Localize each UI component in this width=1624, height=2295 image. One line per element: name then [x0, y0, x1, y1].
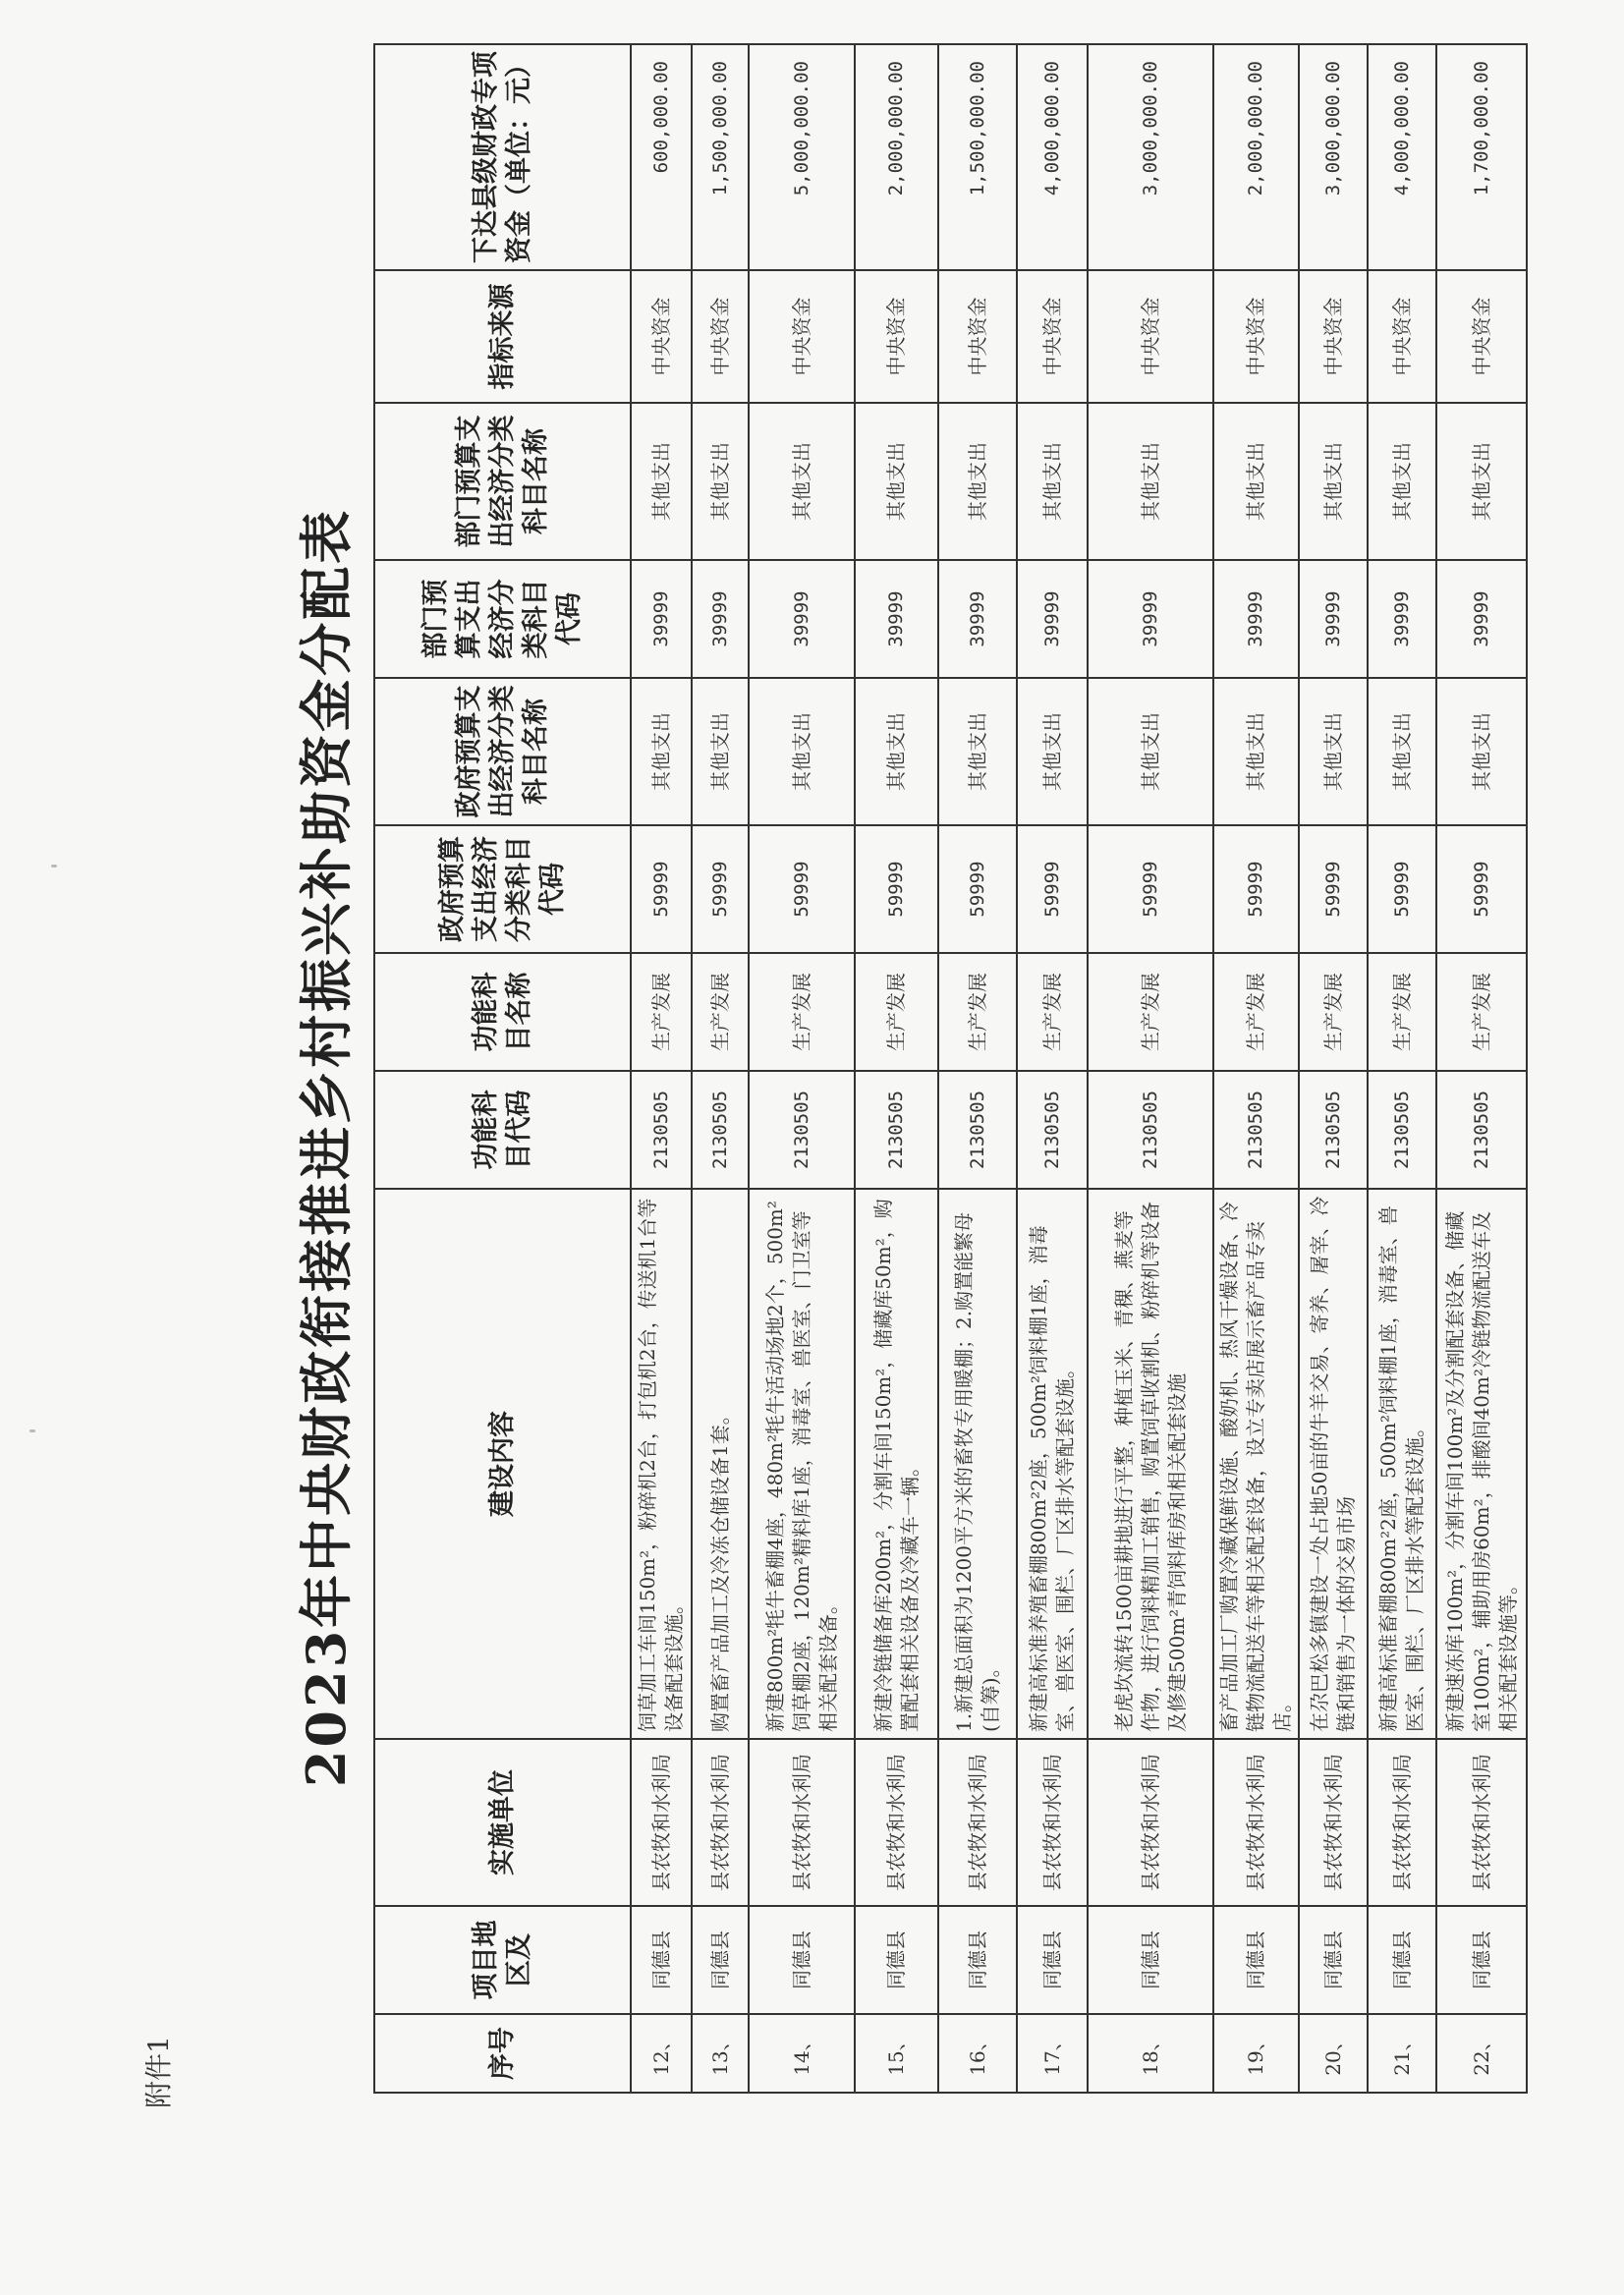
- cell-func-name: 生产发展: [1213, 953, 1299, 1071]
- cell-gov-name: 其他支出: [692, 678, 749, 825]
- table-row: [938, 44, 1017, 2093]
- cell-source: 中央资金: [1299, 270, 1368, 403]
- cell-gov-code: 59999: [1017, 825, 1088, 953]
- cell-seq: 21、: [1368, 2014, 1436, 2093]
- table-row: [1368, 44, 1436, 2093]
- cell-dept-name: 其他支出: [1299, 403, 1368, 560]
- cell-unit: 县农牧和水利局: [1088, 1739, 1213, 1906]
- cell-gov-code: 59999: [855, 825, 938, 953]
- table-row: [1436, 44, 1527, 2093]
- cell-func-name: 生产发展: [1088, 953, 1213, 1071]
- cell-content: 购置畜产品加工及冷冻仓储设备1套。: [692, 1189, 749, 1739]
- cell-unit: 县农牧和水利局: [1368, 1739, 1436, 1906]
- cell-dept-name: 其他支出: [631, 403, 692, 560]
- cell-dept-code: 39999: [938, 560, 1017, 678]
- cell-gov-name: 其他支出: [1088, 678, 1213, 825]
- cell-dept-code: 39999: [1213, 560, 1299, 678]
- cell-func-code: 2130505: [1299, 1071, 1368, 1189]
- cell-gov-name: 其他支出: [1213, 678, 1299, 825]
- cell-amount: 2,000,000.00: [855, 44, 938, 270]
- cell-source: 中央资金: [1368, 270, 1436, 403]
- cell-seq: 18、: [1088, 2014, 1213, 2093]
- cell-gov-name: 其他支出: [1017, 678, 1088, 825]
- cell-func-code: 2130505: [938, 1071, 1017, 1189]
- cell-amount: 1,500,000.00: [938, 44, 1017, 270]
- cell-func-name: 生产发展: [1436, 953, 1527, 1071]
- table-row: [1213, 44, 1299, 2093]
- cell-content: 畜产品加工厂购置冷藏保鲜设施、酸奶机、热风干燥设备、冷链物流配送车等相关配套设备，设立专卖店展示畜产品专卖店。: [1213, 1189, 1299, 1739]
- cell-content: 老虎坎流转1500亩耕地进行平整，种植玉米、青稞、燕麦等作物，进行饲料精加工销售，购置饲草收割机、粉碎机等设备及修建500m²青饲料库房和相关配套设施: [1088, 1189, 1213, 1739]
- header-func-code: 功能科目代码: [374, 1071, 631, 1189]
- cell-gov-code: 59999: [1436, 825, 1527, 953]
- cell-func-code: 2130505: [1088, 1071, 1213, 1189]
- cell-seq: 22、: [1436, 2014, 1527, 2093]
- cell-func-code: 2130505: [749, 1071, 855, 1189]
- cell-seq: 12、: [631, 2014, 692, 2093]
- scan-mark: [29, 1429, 35, 1432]
- cell-unit: 县农牧和水利局: [1299, 1739, 1368, 1906]
- cell-func-code: 2130505: [1213, 1071, 1299, 1189]
- header-amount: 下达县级财政专项资金（单位：元）: [374, 44, 631, 270]
- cell-func-name: 生产发展: [855, 953, 938, 1071]
- cell-region: 同德县: [749, 1906, 855, 2014]
- cell-gov-code: 59999: [692, 825, 749, 953]
- cell-unit: 县农牧和水利局: [855, 1739, 938, 1906]
- header-source: 指标来源: [374, 270, 631, 403]
- cell-region: 同德县: [631, 1906, 692, 2014]
- cell-amount: 4,000,000.00: [1017, 44, 1088, 270]
- cell-region: 同德县: [855, 1906, 938, 2014]
- cell-dept-name: 其他支出: [1436, 403, 1527, 560]
- header-dept-code: 部门预算支出经济分类科目代码: [374, 560, 631, 678]
- cell-region: 同德县: [938, 1906, 1017, 2014]
- cell-region: 同德县: [1368, 1906, 1436, 2014]
- cell-content: 饲草加工车间150m²，粉碎机2台，打包机2台，传送机1台等设备配套设施。: [631, 1189, 692, 1739]
- cell-gov-name: 其他支出: [631, 678, 692, 825]
- cell-gov-code: 59999: [631, 825, 692, 953]
- header-dept-name: 部门预算支出经济分类科目名称: [374, 403, 631, 560]
- cell-dept-code: 39999: [1368, 560, 1436, 678]
- cell-source: 中央资金: [692, 270, 749, 403]
- cell-gov-code: 59999: [1088, 825, 1213, 953]
- cell-content: 新建800m²牦牛畜棚4座，480m²牦牛活动场地2个，500m²饲草棚2座，120m²精料库1座，消毒室、兽医室、门卫室等相关配套设备。: [749, 1189, 855, 1739]
- cell-gov-name: 其他支出: [749, 678, 855, 825]
- cell-seq: 17、: [1017, 2014, 1088, 2093]
- cell-amount: 3,000,000.00: [1088, 44, 1213, 270]
- cell-func-code: 2130505: [855, 1071, 938, 1189]
- cell-amount: 5,000,000.00: [749, 44, 855, 270]
- cell-seq: 19、: [1213, 2014, 1299, 2093]
- cell-unit: 县农牧和水利局: [631, 1739, 692, 1906]
- cell-content: 新建冷链储备库200m²，分割车间150m²，储藏库50m²，购置配套相关设备及冷藏车一辆。: [855, 1189, 938, 1739]
- table-row: [855, 44, 938, 2093]
- cell-unit: 县农牧和水利局: [938, 1739, 1017, 1906]
- cell-func-name: 生产发展: [692, 953, 749, 1071]
- cell-gov-code: 59999: [1299, 825, 1368, 953]
- cell-dept-name: 其他支出: [1017, 403, 1088, 560]
- header-func-name: 功能科目名称: [374, 953, 631, 1071]
- cell-unit: 县农牧和水利局: [1436, 1739, 1527, 1906]
- cell-region: 同德县: [1436, 1906, 1527, 2014]
- scan-mark: [51, 865, 57, 868]
- cell-func-code: 2130505: [631, 1071, 692, 1189]
- cell-func-name: 生产发展: [631, 953, 692, 1071]
- cell-content: 新建高标准养殖畜棚800m²2座，500m²饲料棚1座，消毒室、兽医室、围栏、厂区排水等配套设施。: [1017, 1189, 1088, 1739]
- cell-func-code: 2130505: [1436, 1071, 1527, 1189]
- header-seq: 序号: [374, 2014, 631, 2093]
- cell-region: 同德县: [1213, 1906, 1299, 2014]
- cell-gov-code: 59999: [1213, 825, 1299, 953]
- allocation-table-wrapper: [373, 45, 1520, 2094]
- cell-func-name: 生产发展: [1017, 953, 1088, 1071]
- cell-amount: 1,500,000.00: [692, 44, 749, 270]
- cell-amount: 1,700,000.00: [1436, 44, 1527, 270]
- cell-dept-code: 39999: [1017, 560, 1088, 678]
- page-title: 2023年中央财政衔接推进乡村振兴补助资金分配表: [295, 507, 358, 1788]
- table-row: [1088, 44, 1213, 2093]
- table-row: [1017, 44, 1088, 2093]
- header-unit: 实施单位: [374, 1739, 631, 1906]
- cell-func-name: 生产发展: [1299, 953, 1368, 1071]
- cell-dept-code: 39999: [1299, 560, 1368, 678]
- cell-seq: 14、: [749, 2014, 855, 2093]
- cell-amount: 2,000,000.00: [1213, 44, 1299, 270]
- cell-gov-code: 59999: [1368, 825, 1436, 953]
- cell-dept-code: 39999: [692, 560, 749, 678]
- cell-source: 中央资金: [938, 270, 1017, 403]
- cell-dept-code: 39999: [1436, 560, 1527, 678]
- cell-content: 1.新建总面积为1200平方米的畜牧专用暖棚；2.购置能繁母(自筹)。: [938, 1189, 1017, 1739]
- cell-dept-name: 其他支出: [749, 403, 855, 560]
- cell-gov-code: 59999: [749, 825, 855, 953]
- cell-source: 中央资金: [1017, 270, 1088, 403]
- table-row: [1299, 44, 1368, 2093]
- cell-unit: 县农牧和水利局: [1213, 1739, 1299, 1906]
- cell-source: 中央资金: [1436, 270, 1527, 403]
- cell-func-code: 2130505: [1368, 1071, 1436, 1189]
- cell-amount: 600,000.00: [631, 44, 692, 270]
- cell-source: 中央资金: [749, 270, 855, 403]
- cell-dept-code: 39999: [1088, 560, 1213, 678]
- cell-unit: 县农牧和水利局: [749, 1739, 855, 1906]
- cell-content: 新建高标准畜棚800m²2座，500m²饲料棚1座，消毒室、兽医室、围栏、厂区排水等配套设施。: [1368, 1189, 1436, 1739]
- cell-source: 中央资金: [631, 270, 692, 403]
- cell-dept-code: 39999: [749, 560, 855, 678]
- cell-dept-name: 其他支出: [1213, 403, 1299, 560]
- cell-func-name: 生产发展: [749, 953, 855, 1071]
- table-row: [631, 44, 692, 2093]
- header-gov-code: 政府预算支出经济分类科目代码: [374, 825, 631, 953]
- cell-seq: 16、: [938, 2014, 1017, 2093]
- cell-region: 同德县: [1017, 1906, 1088, 2014]
- cell-func-code: 2130505: [692, 1071, 749, 1189]
- cell-gov-name: 其他支出: [855, 678, 938, 825]
- cell-region: 同德县: [692, 1906, 749, 2014]
- cell-gov-name: 其他支出: [1436, 678, 1527, 825]
- cell-dept-name: 其他支出: [692, 403, 749, 560]
- cell-amount: 4,000,000.00: [1368, 44, 1436, 270]
- cell-seq: 20、: [1299, 2014, 1368, 2093]
- cell-source: 中央资金: [1213, 270, 1299, 403]
- cell-source: 中央资金: [855, 270, 938, 403]
- cell-seq: 13、: [692, 2014, 749, 2093]
- cell-dept-name: 其他支出: [855, 403, 938, 560]
- cell-gov-code: 59999: [938, 825, 1017, 953]
- cell-func-name: 生产发展: [938, 953, 1017, 1071]
- cell-unit: 县农牧和水利局: [1017, 1739, 1088, 1906]
- table-body: [631, 44, 1527, 2093]
- table-row: [692, 44, 749, 2093]
- cell-dept-code: 39999: [855, 560, 938, 678]
- header-gov-name: 政府预算支出经济分类科目名称: [374, 678, 631, 825]
- cell-region: 同德县: [1088, 1906, 1213, 2014]
- table-row: [749, 44, 855, 2093]
- cell-unit: 县农牧和水利局: [692, 1739, 749, 1906]
- cell-gov-name: 其他支出: [1368, 678, 1436, 825]
- cell-dept-code: 39999: [631, 560, 692, 678]
- cell-func-name: 生产发展: [1368, 953, 1436, 1071]
- cell-gov-name: 其他支出: [1299, 678, 1368, 825]
- header-region: 项目地区及: [374, 1906, 631, 2014]
- cell-amount: 3,000,000.00: [1299, 44, 1368, 270]
- cell-gov-name: 其他支出: [938, 678, 1017, 825]
- cell-dept-name: 其他支出: [1088, 403, 1213, 560]
- cell-region: 同德县: [1299, 1906, 1368, 2014]
- cell-content: 在尕巴松多镇建设一处占地50亩的牛羊交易、寄养、屠宰、冷链和销售为一体的交易市场: [1299, 1189, 1368, 1739]
- cell-source: 中央资金: [1088, 270, 1213, 403]
- cell-func-code: 2130505: [1017, 1071, 1088, 1189]
- header-content: 建设内容: [374, 1189, 631, 1739]
- annex-label: 附件1: [142, 2036, 175, 2108]
- allocation-table: [373, 43, 1528, 2094]
- cell-content: 新建速冻库100m²，分割车间100m²及分割配套设备、储藏室100m²，辅助用房60m²，排酸间40m²冷链物流配送车及相关配套设施等。: [1436, 1189, 1527, 1739]
- cell-seq: 15、: [855, 2014, 938, 2093]
- cell-dept-name: 其他支出: [938, 403, 1017, 560]
- table-header-row: [374, 44, 631, 2093]
- cell-dept-name: 其他支出: [1368, 403, 1436, 560]
